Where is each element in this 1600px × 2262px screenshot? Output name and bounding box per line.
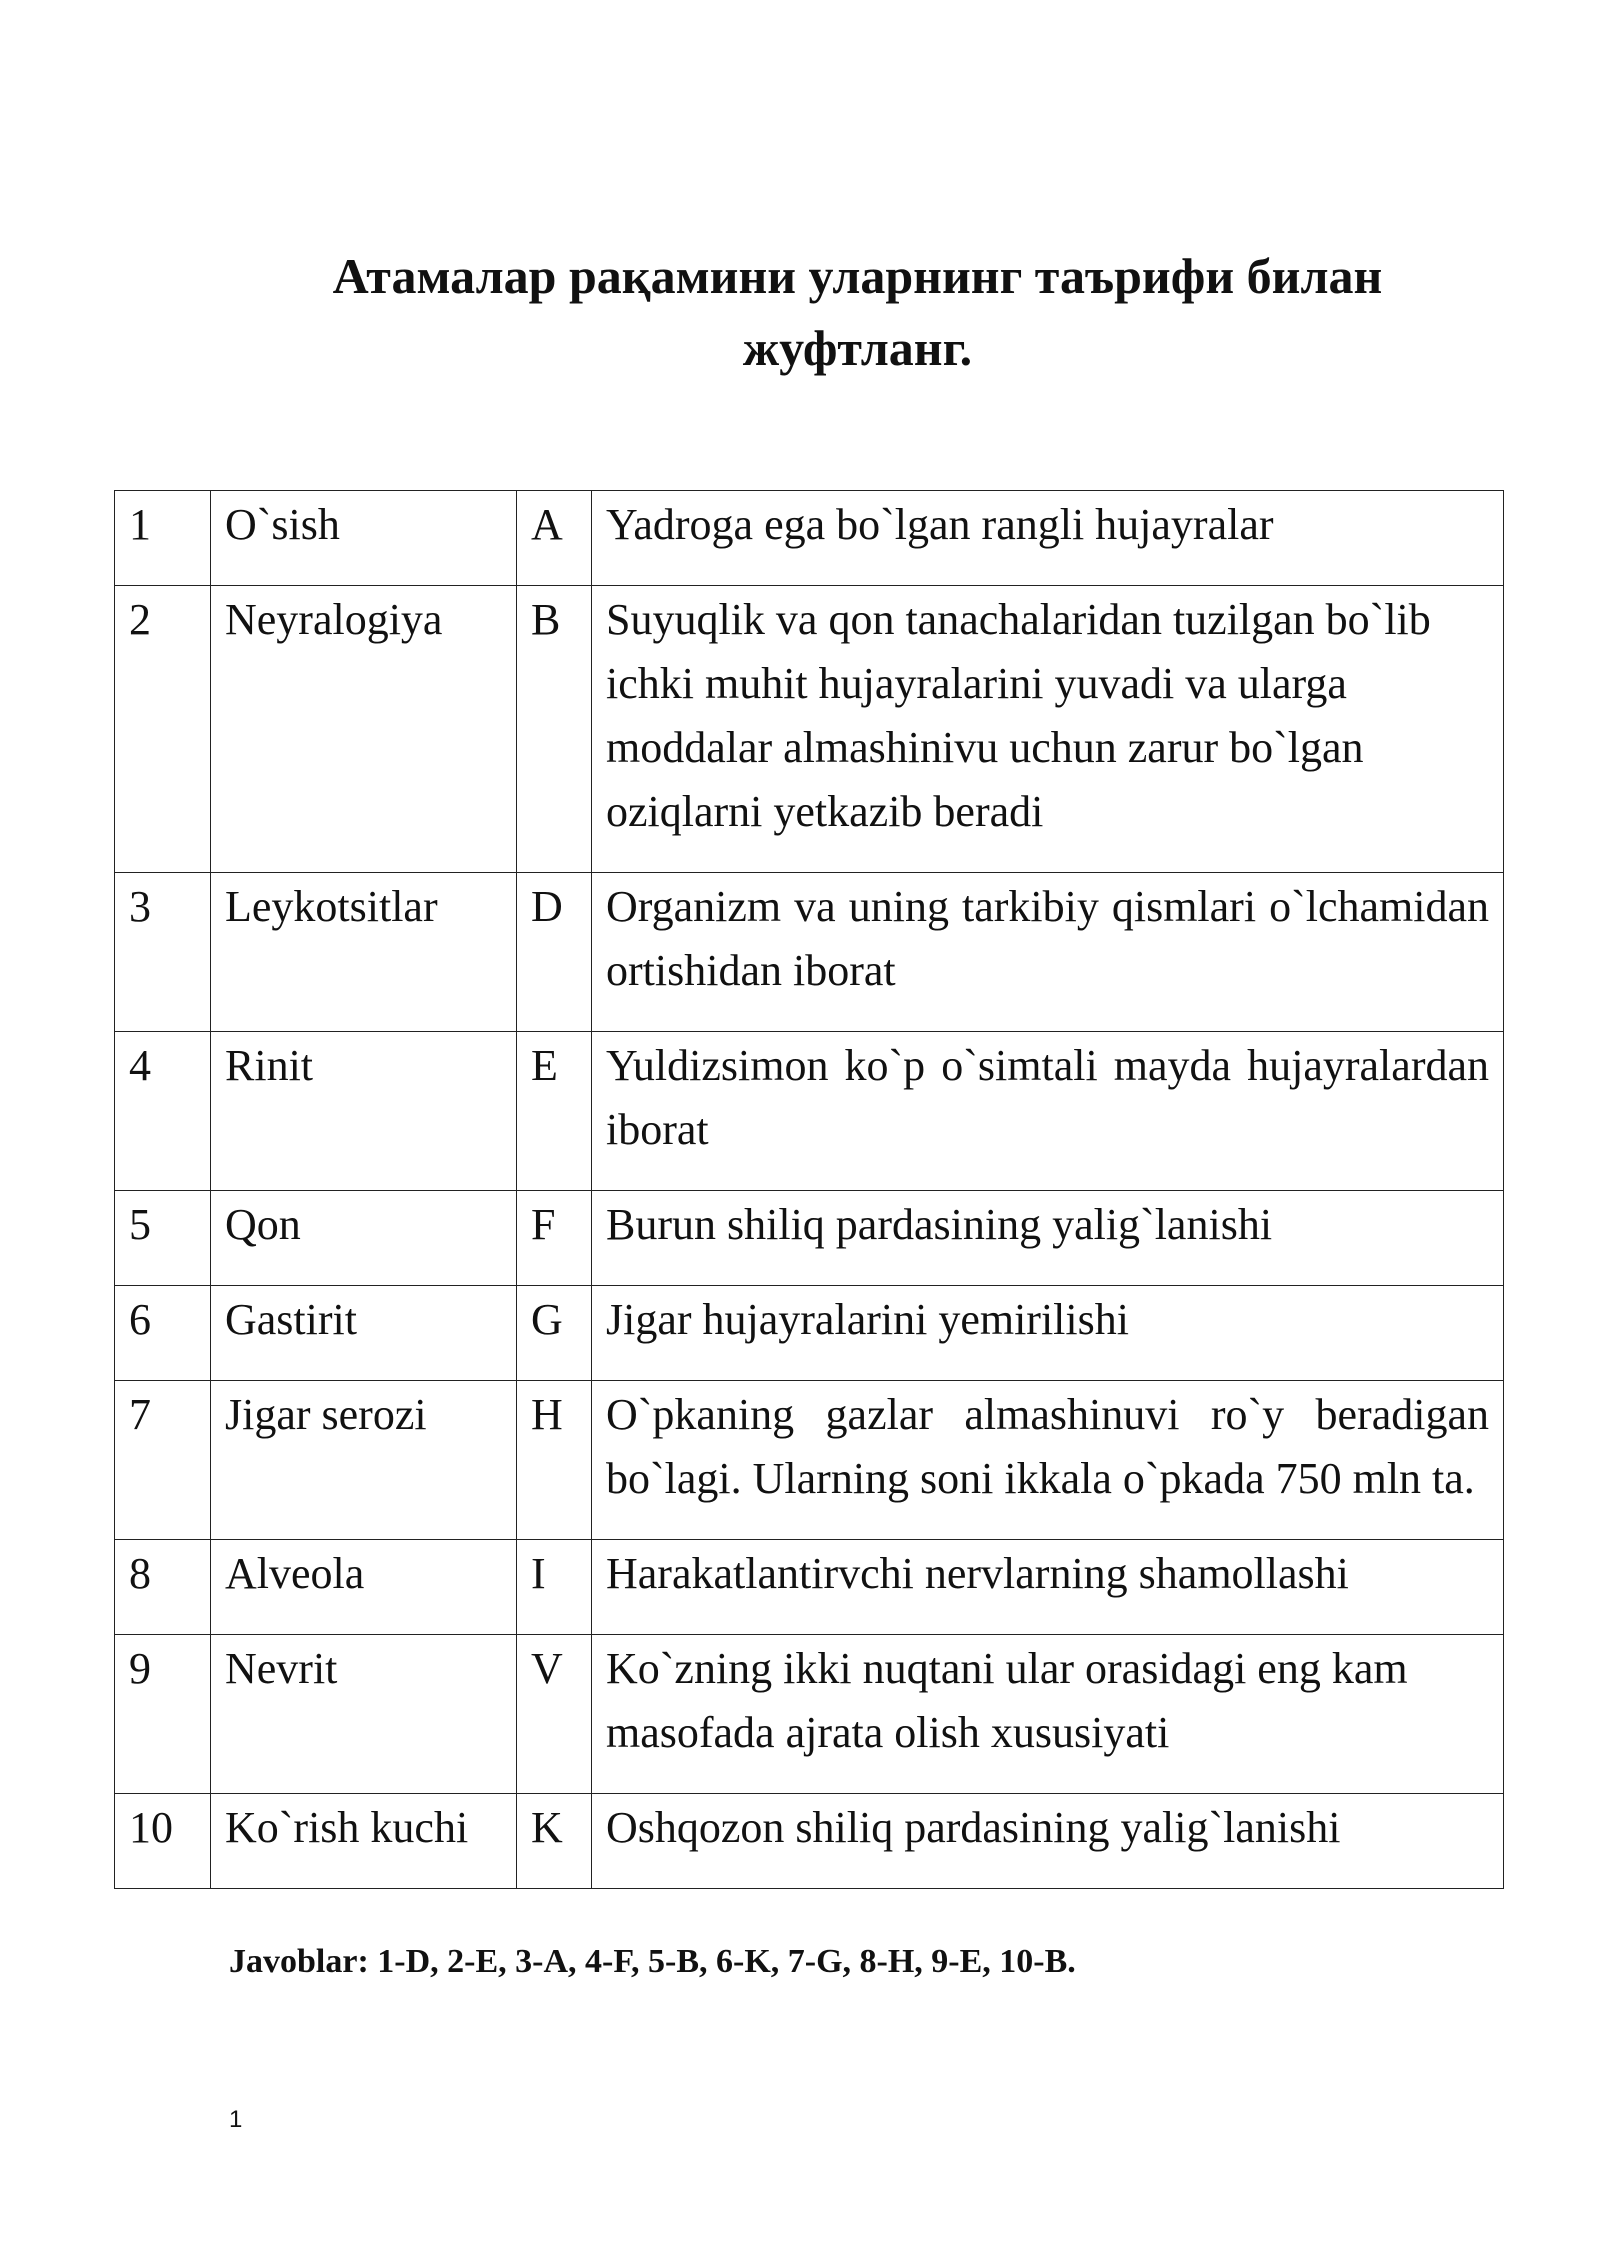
row-term: Gastirit bbox=[211, 1286, 517, 1381]
row-number: 6 bbox=[115, 1286, 211, 1381]
row-letter: V bbox=[517, 1635, 592, 1794]
row-number: 7 bbox=[115, 1381, 211, 1540]
table-row bbox=[115, 1286, 1504, 1381]
row-number: 9 bbox=[115, 1635, 211, 1794]
table-row bbox=[115, 1381, 1504, 1540]
table-row bbox=[115, 1191, 1504, 1286]
table-row bbox=[115, 873, 1504, 1032]
row-letter: F bbox=[517, 1191, 592, 1286]
row-letter: E bbox=[517, 1032, 592, 1191]
row-term: Jigar serozi bbox=[211, 1381, 517, 1540]
row-definition: Oshqozon shiliq pardasining yalig`lanishi bbox=[592, 1794, 1504, 1889]
row-number: 4 bbox=[115, 1032, 211, 1191]
title-line-2: жуфтланг. bbox=[742, 320, 973, 376]
row-term: Qon bbox=[211, 1191, 517, 1286]
table-row bbox=[115, 586, 1504, 873]
row-definition: Suyuqlik va qon tanachalaridan tuzilgan bo`lib ichki muhit hujayralarini yuvadi va ularga moddalar almashinivu uchun zarur bo`lgan oziqlarni yetkazib beradi bbox=[592, 586, 1504, 873]
row-term: Nevrit bbox=[211, 1635, 517, 1794]
table-row bbox=[115, 1635, 1504, 1794]
row-definition: Yadroga ega bo`lgan rangli hujayralar bbox=[592, 491, 1504, 586]
row-term: Rinit bbox=[211, 1032, 517, 1191]
row-term: Leykotsitlar bbox=[211, 873, 517, 1032]
matching-table bbox=[114, 490, 1504, 1889]
row-definition: Ko`zning ikki nuqtani ular orasidagi eng kam masofada ajrata olish xususiyati bbox=[592, 1635, 1504, 1794]
row-letter: B bbox=[517, 586, 592, 873]
row-letter: I bbox=[517, 1540, 592, 1635]
row-number: 3 bbox=[115, 873, 211, 1032]
title-line-1: Атамалар рақамини уларнинг таърифи билан bbox=[332, 248, 1383, 304]
row-number: 8 bbox=[115, 1540, 211, 1635]
row-letter: G bbox=[517, 1286, 592, 1381]
table-row bbox=[115, 1794, 1504, 1889]
row-number: 5 bbox=[115, 1191, 211, 1286]
row-letter: A bbox=[517, 491, 592, 586]
row-letter: D bbox=[517, 873, 592, 1032]
row-number: 1 bbox=[115, 491, 211, 586]
row-definition: Organizm va uning tarkibiy qismlari o`lchamidan ortishidan iborat bbox=[592, 873, 1504, 1032]
row-number: 10 bbox=[115, 1794, 211, 1889]
row-definition: Yuldizsimon ko`p o`simtali mayda hujayralardan iborat bbox=[592, 1032, 1504, 1191]
row-definition: O`pkaning gazlar almashinuvi ro`y beradigan bo`lagi. Ularning soni ikkala o`pkada 750 mln ta. bbox=[592, 1381, 1504, 1540]
row-term: Alveola bbox=[211, 1540, 517, 1635]
table-row bbox=[115, 1540, 1504, 1635]
row-letter: H bbox=[517, 1381, 592, 1540]
table-row bbox=[115, 1032, 1504, 1191]
page-title bbox=[240, 240, 1475, 384]
table-row bbox=[115, 491, 1504, 586]
row-definition: Burun shiliq pardasining yalig`lanishi bbox=[592, 1191, 1504, 1286]
row-term: Neyralogiya bbox=[211, 586, 517, 873]
row-number: 2 bbox=[115, 586, 211, 873]
row-letter: K bbox=[517, 1794, 592, 1889]
row-term: O`sish bbox=[211, 491, 517, 586]
page-number: 1 bbox=[229, 2106, 243, 2133]
row-term: Ko`rish kuchi bbox=[211, 1794, 517, 1889]
row-definition: Jigar hujayralarini yemirilishi bbox=[592, 1286, 1504, 1381]
answers-line: Javoblar: 1-D, 2-E, 3-A, 4-F, 5-B, 6-K, 7-G, 8-H, 9-E, 10-B. bbox=[229, 1943, 1076, 1980]
row-definition: Harakatlantirvchi nervlarning shamollashi bbox=[592, 1540, 1504, 1635]
